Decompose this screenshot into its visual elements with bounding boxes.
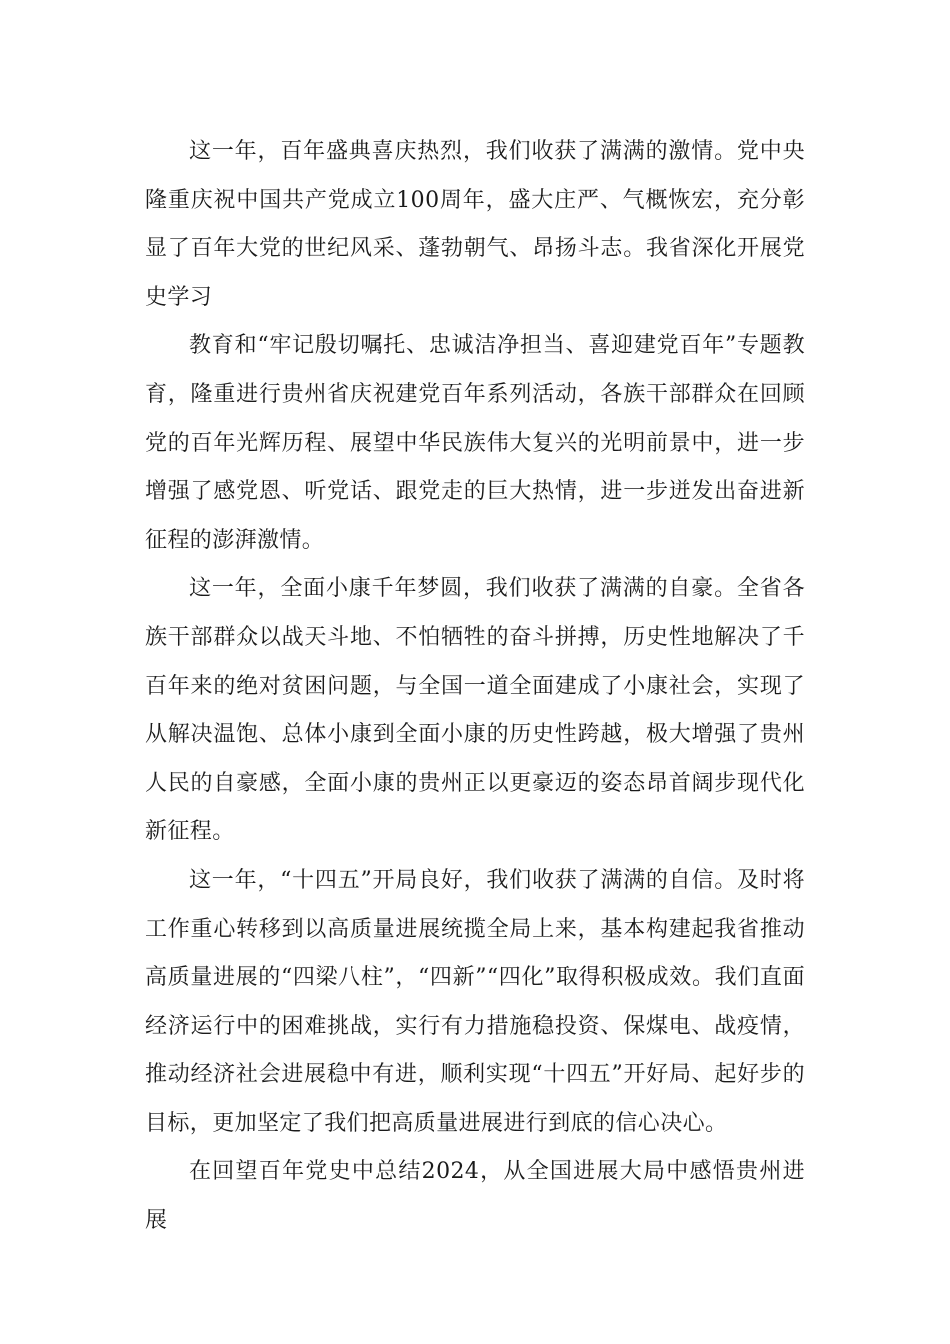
paragraph-3: 这一年，全面小康千年梦圆，我们收获了满满的自豪。全省各族干部群众以战天斗地、不怕牺牲的奋斗拼搏，历史性地解决了千百年来的绝对贫困问题，与全国一道全面建成了小康社会，实现了从解决温饱、总体小康到全面小康的历史性跨越，极大增强了贵州人民的自豪感，全面小康的贵州正以更豪迈的姿态昂首阔步现代化新征程。	[145, 576, 805, 845]
paragraph-4: 这一年，“十四五”开局良好，我们收获了满满的自信。及时将工作重心转移到以高质量进展统揽全局上来，基本构建起我省推动高质量进展的“四梁八柱”，“四新”“四化”取得积极成效。我们直面经济运行中的困难挑战，实行有力措施稳投资、保煤电、战疫情，推动经济社会进展稳中有进，顺利实现“十四五”开好局、起好步的目标，更加坚定了我们把高质量进展进行到底的信心决心。	[145, 867, 805, 1136]
paragraph-5: 在回望百年党史中总结2024，从全国进展大局中感悟贵州进展	[145, 1159, 805, 1234]
paragraph-2: 教育和“牢记殷切嘱托、忠诚洁净担当、喜迎建党百年”专题教育，隆重进行贵州省庆祝建党百年系列活动，各族干部群众在回顾党的百年光辉历程、展望中华民族伟大复兴的光明前景中，进一步增强了感党恩、听党话、跟党走的巨大热情，进一步迸发出奋进新征程的澎湃激情。	[145, 333, 805, 553]
paragraph-1: 这一年，百年盛典喜庆热烈，我们收获了满满的激情。党中央隆重庆祝中国共产党成立100周年，盛大庄严、气概恢宏，充分彰显了百年大党的世纪风采、蓬勃朝气、昂扬斗志。我省深化开展党史学习	[145, 139, 805, 310]
document-body	[145, 128, 805, 1246]
